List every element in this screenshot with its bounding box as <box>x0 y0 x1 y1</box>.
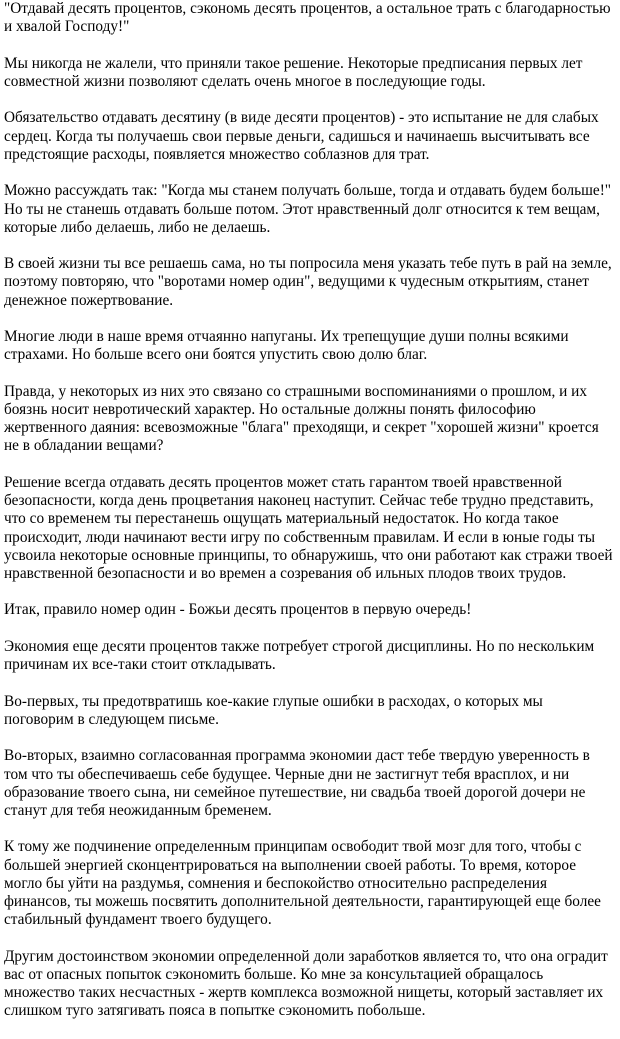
paragraph-14: Другим достоинством экономии определенной доли заработков является то, что она оградит вас от опасных попыток сэкономить больше. Ко мне за консультацией обращалось множество таких несчастных - жертв комплекса возможной нищеты, который заставляет их слишком туго затягивать пояса в попытке сэкономить побольше. <box>4 947 608 1020</box>
paragraph-6: Многие люди в наше время отчаянно напуганы. Их трепещущие души полны всякими страхами. Но больше всего они боятся упустить свою долю благ. <box>4 328 569 364</box>
paragraph-5: В своей жизни ты все решаешь сама, но ты попросила меня указать тебе путь в рай на земле, поэтому повторяю, что "воротами номер один", ведущими к чудесным открытиям, станет денежное пожертвование. <box>4 255 612 309</box>
paragraph-10: Экономия еще десяти процентов также потребует строгой дисциплины. Но по нескольким причинам их все-таки стоит откладывать. <box>4 637 595 674</box>
paragraph-4: Можно рассуждать так: "Когда мы станем получать больше, тогда и отдавать будем больше!" Но ты не станешь отдавать больше потом. Этот нравственный долг относится к тем вещам, которые либо делаешь, либо не делаешь. <box>4 182 612 236</box>
paragraph-13: К тому же подчинение определенным принципам освободит твой мозг для того, чтобы с большей энергией сконцентрироваться на выполнении своей работы. То время, которое могло бы уйти на раздумья, сомнения и беспокойство относительно распределения финансов, ты можешь посвятить дополнительной деятельности, гарантирующей еще более стабильный фундамент твоего будущего. <box>4 838 601 929</box>
paragraph-2: Мы никогда не жалели, что приняли такое решение. Некоторые предписания первых лет совместной жизни позволяют сделать очень многое в последующие годы. <box>4 54 583 90</box>
paragraph-1: "Отдавай десять процентов, сэкономь десять процентов, а остальное трать с благодарностью и хвалой Господу!" <box>4 0 611 36</box>
paragraph-12: Во-вторых, взаимно согласованная программа экономии даст тебе твердую уверенность в том что ты обеспечиваешь себе будущее. Черные дни не застигнут тебя врасплох, и ни образование твоего сына, ни семейное путешествие, ни свадьба твоей дорогой дочери не станут для тебя неожиданным бременем. <box>4 747 590 819</box>
paragraph-8: Решение всегда отдавать десять процентов может стать гарантом твоей нравственной безопасности, когда день процветания наконец наступит. Сейчас тебе трудно представить, что со временем ты перестанешь ощущать материальный недостаток. Но когда такое происходит, люди начинают вести игру по собственным правилам. И если в юные годы ты усвоила некоторые основные принципы, то обнаружишь, что они работают как стражи твоей нравственной безопасности и во времен а созревания об ильных плодов твоих трудов. <box>4 473 613 582</box>
paragraph-9: Итак, правило номер один - Божьи десять процентов в первую очередь! <box>4 601 472 619</box>
paragraph-3: Обязательство отдавать десятину (в виде десяти процентов) - это испытание не для слабых сердец. Когда ты получаешь свои первые деньги, садишься и начинаешь высчитывать все предстоящие расходы, появляется множество соблазнов для трат. <box>4 109 599 163</box>
paragraph-11: Во-первых, ты предотвратишь кое-какие глупые ошибки в расходах, о которых мы поговорим в следующем письме. <box>4 692 543 728</box>
paragraph-7: Правда, у некоторых из них это связано со страшными воспоминаниями о прошлом, и их боязнь носит невротический характер. Но остальные должны понять философию жертвенного даяния: всевозможные "блага" преходящи, и секрет "хорошей жизни" кроется не в обладании вещами? <box>4 382 599 455</box>
document-page <box>4 0 614 1039</box>
